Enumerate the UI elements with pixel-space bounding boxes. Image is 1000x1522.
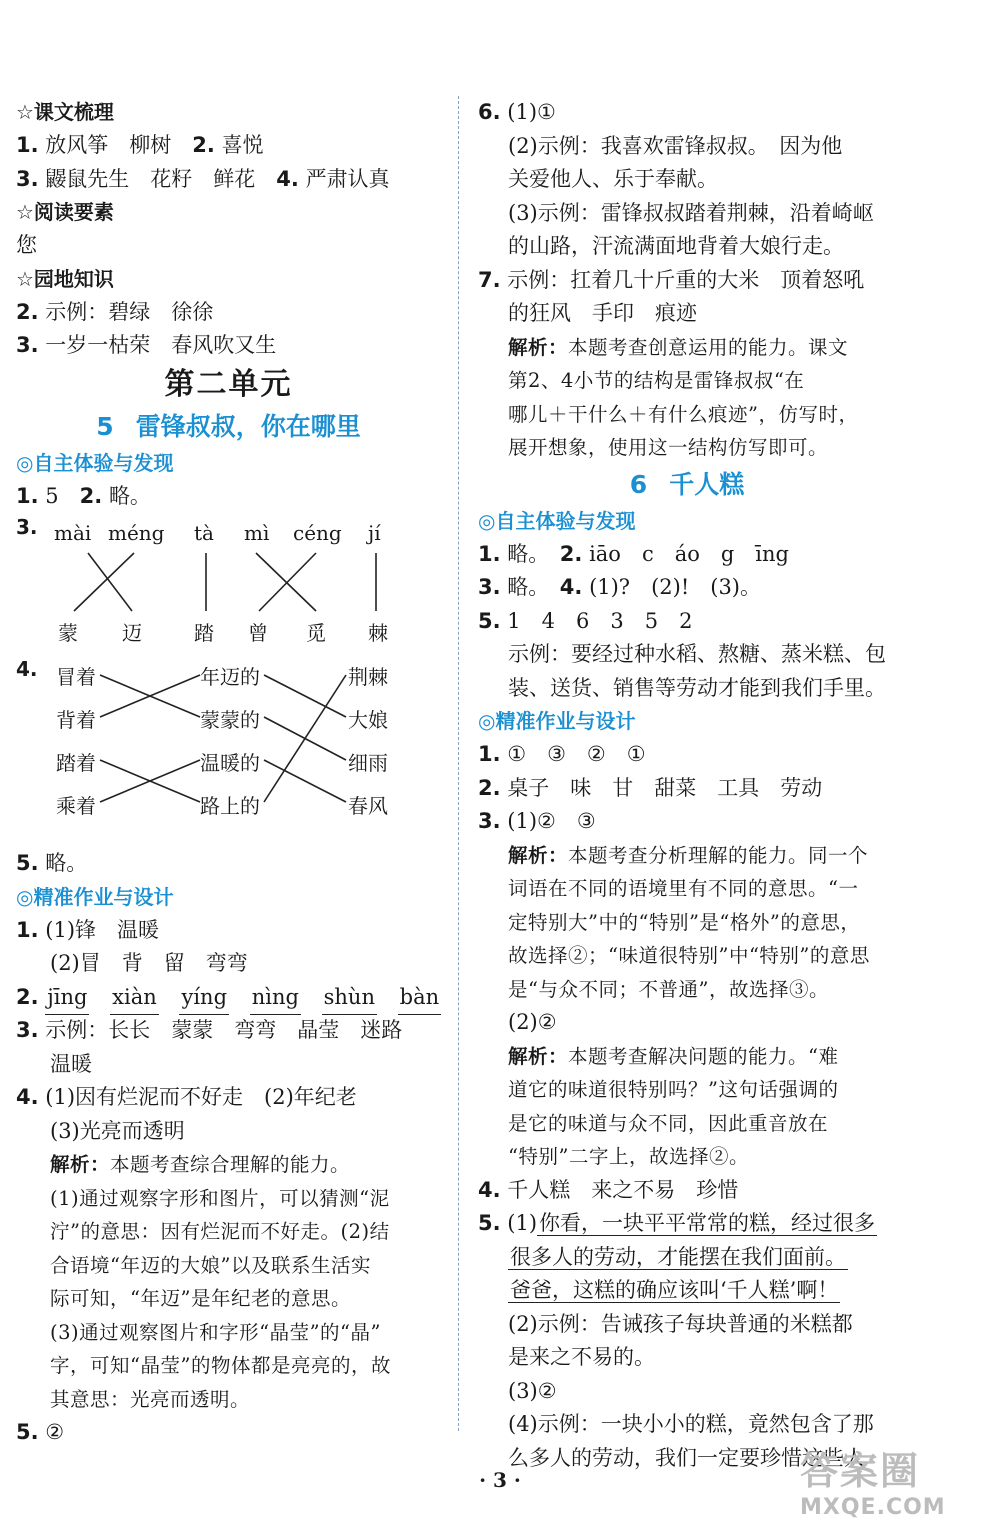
k5-part-3: (3)②: [508, 1378, 557, 1403]
r7-analysis-4: 展开想象，使用这一结构仿写即可。: [508, 436, 829, 459]
j2-pinyin-4: nìng: [250, 981, 301, 1016]
yuedu-answer: 您: [16, 233, 37, 257]
pinyin-3: tà: [194, 521, 214, 545]
j1-line-2: (2)冒 背 留 弯弯: [50, 951, 248, 975]
k5-part-4a: (4)示例：一块小小的糕，竟然包含了那: [508, 1412, 874, 1436]
j2-pinyin-3: yíng: [179, 981, 229, 1016]
z3-line: 3. 略。 4. (1)? (2)! (3)。: [478, 575, 761, 599]
j4-analysis-2: (1)通过观察字形和图片，可以猜测“泥: [50, 1186, 390, 1210]
section-title-jingzhun-2: ◎精准作业与设计: [478, 709, 636, 733]
k3-analysis2-1: 解析：本题考查解决问题的能力。“难: [508, 1044, 839, 1068]
q4-word-matching: [16, 657, 441, 847]
q4-right-4: 春风: [348, 794, 388, 818]
k3-line: 3. (1)② ③: [478, 809, 596, 833]
k5-part-2a: (2)示例：告诫孩子每块普通的米糕都: [508, 1311, 853, 1336]
k5-line-1: 5. (1)你看，一块平平常常的糕，经过很多: [478, 1211, 876, 1235]
j4-line-1: 4. (1)因有烂泥而不好走 (2)年纪老: [16, 1085, 357, 1109]
k3-analysis-5: 是“与众不同；不普通”，故选择③。: [508, 977, 829, 1001]
section-title-zizhu: ◎自主体验与发现: [16, 450, 174, 475]
section-title-zizhu-2: ◎自主体验与发现: [478, 508, 636, 533]
column-divider: [458, 96, 459, 1431]
k2-line: 2. 桌子 味 甘 甜菜 工具 劳动: [478, 775, 823, 800]
k3-analysis2-3: 是它的味道与众不同，因此重音放在: [508, 1111, 829, 1135]
q4-mid-1: 年迈的: [200, 665, 260, 689]
k4-line: 4. 千人糕 来之不易 珍惜: [478, 1177, 739, 1202]
lesson-5-title: 5 雷锋叔叔，你在哪里: [96, 411, 361, 441]
q1-line: 1. 5 2. 略。: [16, 483, 151, 508]
z5-line-2: 示例：要经过种水稻、熬糖、蒸米糕、包: [508, 642, 886, 666]
r7-line-1: 7. 示例：扛着几十斤重的大米 顶着怒吼: [478, 267, 865, 292]
k3-part-2: (2)②: [508, 1010, 557, 1034]
section-title-yuedu: ☆阅读要素: [16, 200, 114, 224]
watermark-logo: 答案圈 MXQE.COM: [800, 1449, 946, 1520]
char-1: 蒙: [58, 621, 78, 645]
q4-left-4: 乘着: [56, 794, 96, 818]
q3-label: 3.: [16, 515, 38, 539]
q5-line: 5. 略。: [16, 851, 88, 875]
j4-analysis-3: 泞”的意思：因有烂泥而不好走。(2)结: [50, 1220, 390, 1243]
yuandi-line-2: 3. 一岁一枯荣 春风吹又生: [16, 333, 277, 357]
q4-right-3: 细雨: [348, 751, 388, 775]
r7-analysis-3: 哪儿＋干什么＋有什么痕迹”，仿写时，: [508, 402, 859, 426]
z1-line: 1. 略。 2. iāo c áo g īng: [478, 541, 789, 566]
z5-line-3: 装、送货、销售等劳动才能到我们手里。: [508, 675, 886, 700]
q4-label: 4.: [16, 657, 38, 681]
k1-line: 1. ① ③ ② ①: [478, 742, 646, 766]
j4-analysis-6: (3)通过观察图片和字形“晶莹”的“晶”: [50, 1320, 381, 1344]
q3-pinyin-matching: [16, 513, 441, 653]
char-6: 棘: [368, 621, 388, 645]
kewen-line-2: 3. 鼹鼠先生 花籽 鲜花 4. 严肃认真: [16, 166, 390, 191]
j2-pinyin-6: bàn: [398, 981, 442, 1016]
q4-left-3: 踏着: [56, 751, 96, 775]
z5-line-1: 5. 1 4 6 3 5 2: [478, 608, 693, 633]
right-column: [478, 96, 896, 1475]
k5-underlined-2: 很多人的劳动，才能摆在我们面前。: [510, 1244, 846, 1269]
j4-analysis-5: 际可知，“年迈”是年纪老的意思。: [50, 1287, 351, 1310]
pinyin-1: mài: [54, 521, 92, 545]
pinyin-4: mì: [244, 521, 270, 545]
k3-analysis2-2: 道它的味道很特别吗？”这句话强调的: [508, 1078, 839, 1101]
pinyin-2: méng: [108, 521, 165, 545]
j4-line-2: (3)光亮而透明: [50, 1118, 185, 1143]
k3-analysis-3: 定特别大”中的“特别”是“格外”的意思，: [508, 910, 861, 934]
k5-line-3: [478, 1274, 896, 1308]
q4-right-2: 大娘: [348, 708, 388, 732]
top-faint-margin: [0, 8, 1000, 68]
pinyin-6: jí: [368, 521, 381, 545]
pinyin-5: céng: [293, 521, 342, 545]
j2-pinyin-1: jīng: [45, 981, 89, 1016]
q4-left-2: 背着: [56, 708, 96, 732]
j3-line-1: 3. 示例：长长 蒙蒙 弯弯 晶莹 迷路: [16, 1018, 403, 1042]
j4-analysis-4: 合语境“年迈的大娘”以及联系生活实: [50, 1253, 371, 1277]
k3-analysis-2: 词语在不同的语境里有不同的意思。“一: [508, 877, 859, 900]
q4-mid-2: 蒙蒙的: [200, 708, 260, 732]
k5-part-4b: 么多人的劳动，我们一定要珍惜这些人: [508, 1445, 865, 1470]
r6-line-1: 6. (1)①: [478, 100, 556, 124]
k5-underlined-3: 爸爸，这糕的确应该叫‘千人糕’啊！: [510, 1278, 839, 1302]
j2-line: 2. jīng xiàn yíng nìng shùn bàn: [16, 981, 441, 1015]
k3-analysis-1: 解析：本题考查分析理解的能力。同一个: [508, 843, 869, 867]
q4-right-1: 荆棘: [348, 665, 388, 689]
r7-line-2: 的狂风 手印 痕迹: [508, 301, 697, 325]
page-number: · 3 ·: [479, 1468, 521, 1492]
j4-analysis-1: 解析：本题考查综合理解的能力。: [50, 1153, 351, 1176]
j2-pinyin-2: xiàn: [110, 981, 159, 1016]
j4-analysis-8: 其意思：光亮而透明。: [50, 1387, 251, 1411]
k3-analysis2-4: “特别”二字上，故选择②。: [508, 1145, 749, 1168]
lesson-6-title: 6 千人糕: [629, 469, 745, 499]
char-4: 曾: [248, 621, 268, 645]
k3-analysis-4: 故选择②；“味道很特别”中“特别”的意思: [508, 944, 870, 967]
section-title-yuandi: ☆园地知识: [16, 266, 114, 291]
unit-title: 第二单元: [164, 366, 293, 402]
yuandi-line-1: 2. 示例：碧绿 徐徐: [16, 299, 214, 324]
char-5: 觅: [306, 621, 326, 645]
left-column: [16, 96, 441, 1450]
k5-part-2b: 是来之不易的。: [508, 1345, 655, 1369]
section-title-jingzhun: ◎精准作业与设计: [16, 884, 174, 909]
section-title-kewen: ☆课文梳理: [16, 100, 114, 124]
j2-pinyin-5: shùn: [322, 981, 377, 1016]
r7-analysis-2: 第2、4小节的结构是雷锋叔叔“在: [508, 369, 805, 392]
char-3: 踏: [194, 621, 214, 645]
r6-line-4: (3)示例：雷锋叔叔踏着荆棘，沿着崎岖: [508, 200, 874, 225]
char-2: 迈: [122, 621, 142, 645]
q4-mid-4: 路上的: [200, 794, 260, 818]
k5-underlined-1: 你看，一块平平常常的糕，经过很多: [539, 1211, 876, 1235]
kewen-line-1: 1. 放风筝 柳树 2. 喜悦: [16, 133, 264, 157]
j1-line-1: 1. (1)锋 温暖: [16, 917, 160, 942]
j5-line: 5. ②: [16, 1420, 65, 1444]
q4-mid-3: 温暖的: [200, 751, 260, 775]
j3-line-2: 温暖: [50, 1051, 92, 1076]
j4-analysis-7: 字，可知“晶莹”的物体都是亮亮的，故: [50, 1354, 391, 1377]
q4-left-1: 冒着: [56, 665, 96, 689]
k5-line-2: [478, 1241, 896, 1275]
r6-line-2: (2)示例：我喜欢雷锋叔叔。 因为他: [508, 133, 843, 158]
r6-line-3: 关爱他人、乐于奉献。: [508, 167, 718, 191]
r6-line-5: 的山路，汗流满面地背着大娘行走。: [508, 234, 844, 258]
r7-analysis-1: 解析：本题考查创意运用的能力。课文: [508, 335, 849, 359]
